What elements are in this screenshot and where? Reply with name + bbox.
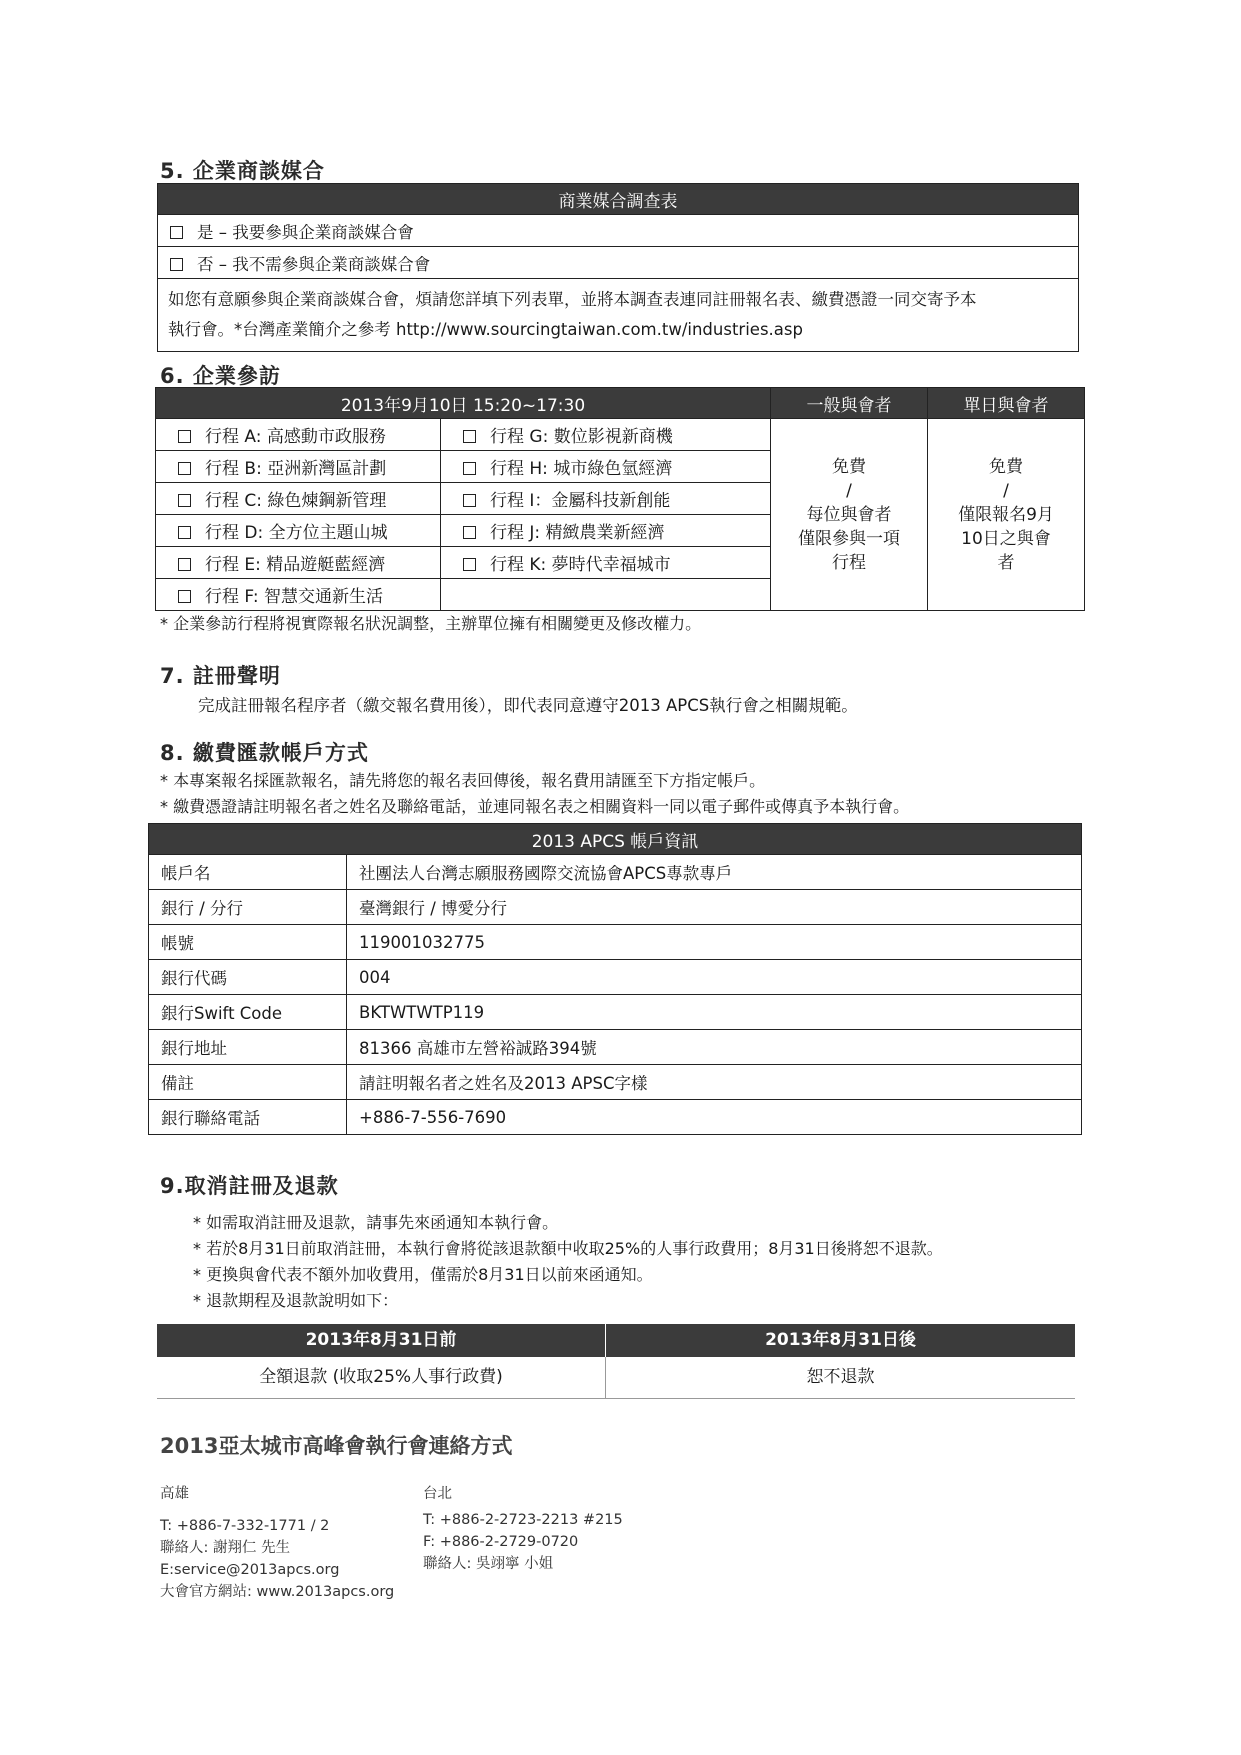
tour-e[interactable]: 行程 E: 精品遊艇藍經濟 [156,547,441,579]
bank-label: 銀行Swift Code [149,995,347,1030]
bank-value: 社團法人台灣志願服務國際交流協會APCS專款專戶 [347,855,1082,890]
survey-table-header: 商業媒合調查表 [158,184,1079,215]
kaohsiung-city: 高雄 [160,1486,189,1502]
section-8-title: 8. 繳費匯款帳戶方式 [160,741,369,765]
contact-taipei [423,1483,623,1575]
taipei-person: 聯絡人: 吳翊寧 小姐 [423,1556,554,1572]
checkbox-tour-e[interactable] [178,558,191,571]
bank-table-header: 2013 APCS 帳戶資訊 [149,824,1082,855]
refund-table [157,1324,1075,1399]
checkbox-tour-b[interactable] [178,462,191,475]
visit-footnote: * 企業參訪行程將視實際報名狀況調整，主辦單位擁有相關變更及修改權力。 [160,614,702,633]
bank-label: 銀行地址 [149,1030,347,1065]
section-9-title: 9.取消註冊及退款 [160,1174,339,1198]
bank-account-table [148,823,1082,1135]
option-no[interactable]: 否 – 我不需參與企業商談媒合會 [158,247,1079,279]
checkbox-tour-j[interactable] [463,526,476,539]
section-7-title: 7. 註冊聲明 [160,664,281,688]
visit-date-header: 2013年9月10日 15:20~17:30 [156,388,771,419]
checkbox-tour-c[interactable] [178,494,191,507]
bank-label: 帳號 [149,925,347,960]
bank-value: 81366 高雄市左營裕誠路394號 [347,1030,1082,1065]
general-attendee-header: 一般與會者 [771,388,928,419]
registration-statement: 完成註冊報名程序者（繳交報名費用後），即代表同意遵守2013 APCS執行會之相關規範。 [198,696,858,715]
kaohsiung-email[interactable]: E:service@2013apcs.org [160,1562,340,1578]
general-fee-cell: 免費 / 每位與會者 僅限參與一項 行程 [771,419,928,611]
checkbox-tour-k[interactable] [463,558,476,571]
refund-before-value: 全額退款 (收取25%人事行政費) [157,1357,606,1398]
tour-b[interactable]: 行程 B: 亞洲新灣區計劃 [156,451,441,483]
taipei-fax: F: +886-2-2729-0720 [423,1534,579,1550]
survey-note: 如您有意願參與企業商談媒合會，煩請您詳填下列表單，並將本調查表連同註冊報名表、繳費憑證一同交寄予本 執行會。*台灣產業簡介之參考 http://www.sourcingtaiwan.com.tw/industries.asp [158,279,1079,352]
bank-label: 銀行 / 分行 [149,890,347,925]
site-visit-table [155,387,1085,611]
checkbox-no[interactable] [170,258,183,271]
refund-notes: * 如需取消註冊及退款，請事先來函通知本執行會。 * 若於8月31日前取消註冊，本執行會將從該退款額中收取25%的人事行政費用；8月31日後將恕不退款。 * 更換與會代表不額外加收費用，僅需於8月31日以前來函通知。 * 退款期程及退款說明如下： [193,1213,943,1310]
tour-j[interactable]: 行程 J: 精緻農業新經濟 [441,515,771,547]
payment-note-1: * 本專案報名採匯款報名，請先將您的報名表回傳後，報名費用請匯至下方指定帳戶。 [160,771,766,790]
refund-after-header: 2013年8月31日後 [765,1330,916,1350]
tour-empty [441,579,771,611]
bank-label: 備註 [149,1065,347,1100]
bank-value: +886-7-556-7690 [347,1100,1082,1135]
tour-g[interactable]: 行程 G: 數位影視新商機 [441,419,771,451]
payment-note-2: * 繳費憑證請註明報名者之姓名及聯絡電話，並連同報名表之相關資料一同以電子郵件或傳真予本執行會。 [160,797,910,816]
official-website[interactable]: 大會官方網站: www.2013apcs.org [160,1584,395,1600]
tour-d[interactable]: 行程 D: 全方位主題山城 [156,515,441,547]
tour-a[interactable]: 行程 A: 高感動市政服務 [156,419,441,451]
bank-value: BKTWTWTP119 [347,995,1082,1030]
bank-value: 臺灣銀行 / 博愛分行 [347,890,1082,925]
refund-before-header: 2013年8月31日前 [157,1324,606,1357]
bank-value: 004 [347,960,1082,995]
checkbox-tour-f[interactable] [178,590,191,603]
bank-label: 銀行聯絡電話 [149,1100,347,1135]
single-day-header: 單日與會者 [928,388,1085,419]
tour-c[interactable]: 行程 C: 綠色煉鋼新管理 [156,483,441,515]
tour-h[interactable]: 行程 H: 城市綠色氫經濟 [441,451,771,483]
checkbox-tour-g[interactable] [463,430,476,443]
option-yes[interactable]: 是 – 我要參與企業商談媒合會 [158,215,1079,247]
bank-label: 銀行代碼 [149,960,347,995]
section-5-title: 5. 企業商談媒合 [160,159,325,183]
taipei-tel: T: +886-2-2723-2213 #215 [423,1512,623,1528]
bank-value: 請註明報名者之姓名及2013 APSC字樣 [347,1065,1082,1100]
checkbox-tour-a[interactable] [178,430,191,443]
kaohsiung-tel: T: +886-7-332-1771 / 2 [160,1518,330,1534]
refund-after-value: 恕不退款 [806,1367,875,1387]
checkbox-yes[interactable] [170,226,183,239]
bank-label: 帳戶名 [149,855,347,890]
checkbox-tour-h[interactable] [463,462,476,475]
taipei-city: 台北 [423,1486,452,1502]
tour-k[interactable]: 行程 K: 夢時代幸福城市 [441,547,771,579]
contact-title: 2013亞太城市高峰會執行會連絡方式 [160,1434,513,1458]
checkbox-tour-i[interactable] [463,494,476,507]
kaohsiung-person: 聯絡人: 謝翔仁 先生 [160,1540,291,1556]
checkbox-tour-d[interactable] [178,526,191,539]
matchmaking-survey-table [157,183,1079,352]
section-6-title: 6. 企業參訪 [160,364,281,388]
tour-i[interactable]: 行程 I：金屬科技新創能 [441,483,771,515]
contact-kaohsiung [160,1483,394,1603]
tour-f[interactable]: 行程 F: 智慧交通新生活 [156,579,441,611]
single-day-fee-cell: 免費 / 僅限報名9月 10日之與會 者 [928,419,1085,611]
bank-value: 119001032775 [347,925,1082,960]
